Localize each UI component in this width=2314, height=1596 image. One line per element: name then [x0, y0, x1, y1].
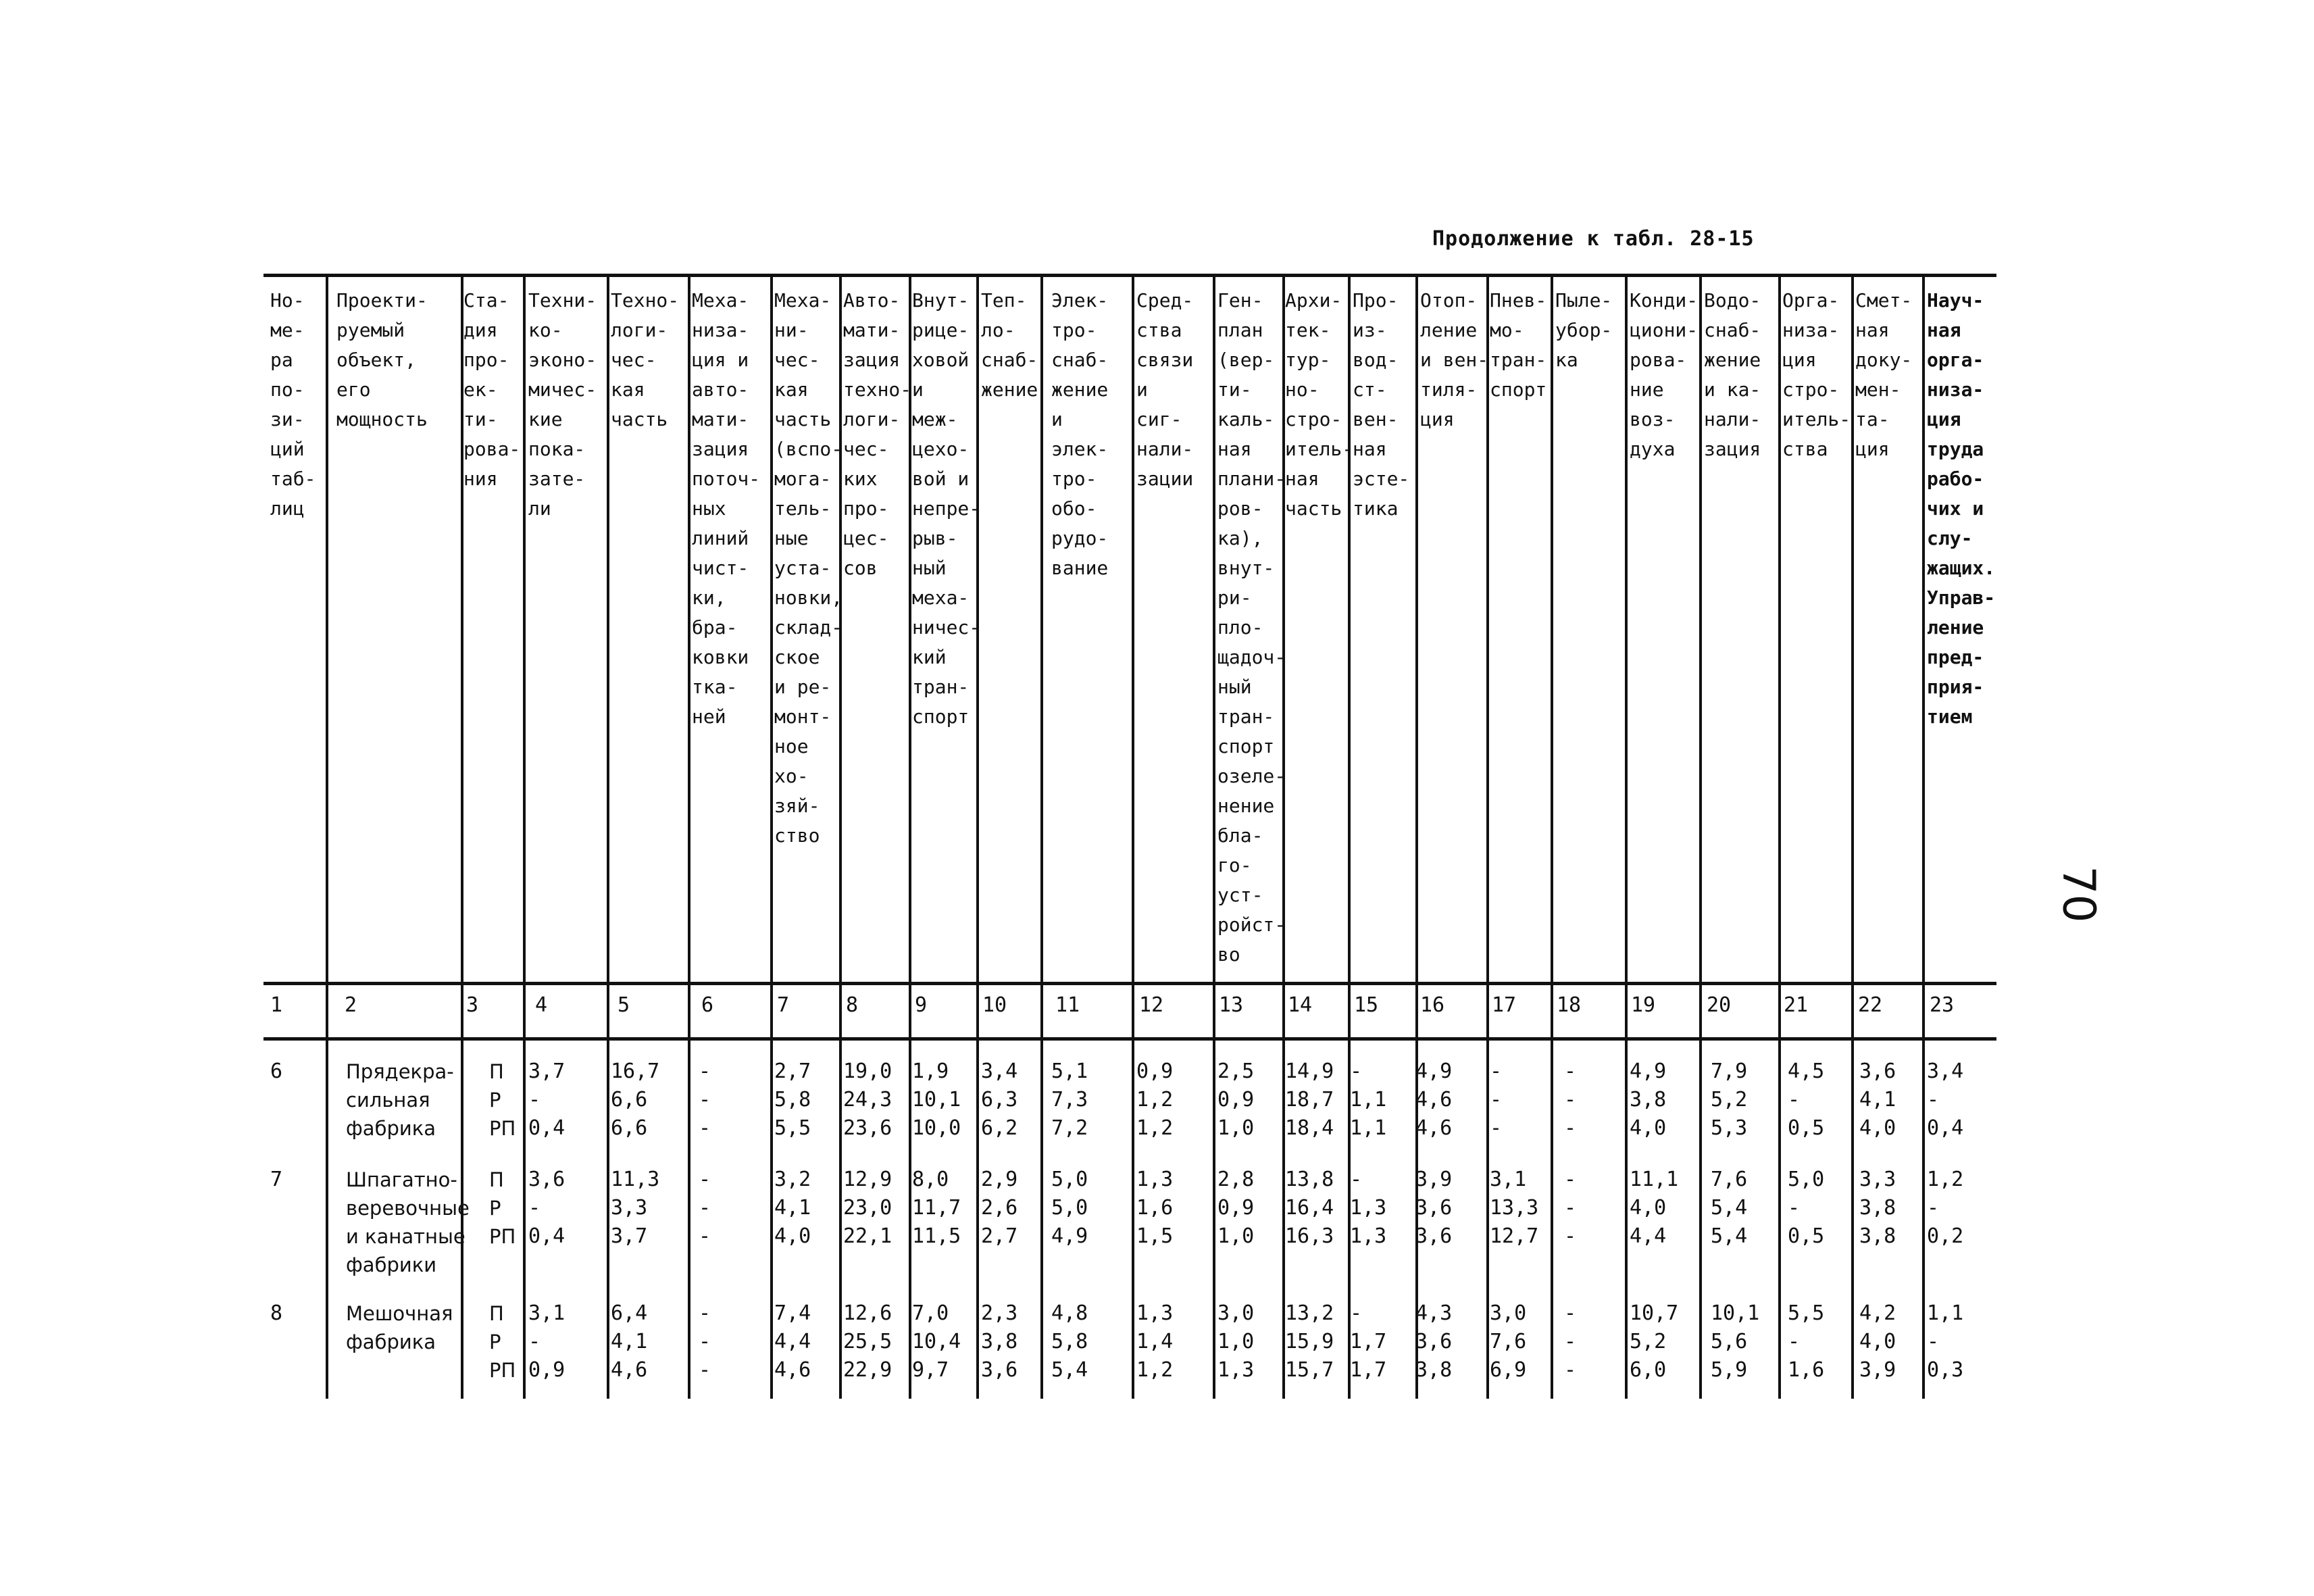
position-number: 6 [270, 1059, 283, 1083]
column-number: 14 [1288, 993, 1313, 1017]
column-number: 9 [915, 993, 928, 1017]
header-cell: Техно- логи- чес- кая часть [611, 289, 680, 430]
header-cell: Пнев- мо- тран- спорт [1490, 289, 1547, 401]
table-cell: 13,8 16,4 16,3 [1285, 1168, 1334, 1248]
table-cell: 4,5 - 0,5 [1788, 1059, 1825, 1140]
table-cell: - 1,7 1,7 [1350, 1301, 1387, 1382]
table-cell: 5,0 5,0 4,9 [1051, 1168, 1088, 1248]
column-number: 23 [1930, 993, 1955, 1017]
column-number: 4 [535, 993, 548, 1017]
table-caption: Продолжение к табл. 28-15 [1432, 227, 1755, 251]
table-cell: - - - [699, 1059, 711, 1140]
column-number: 3 [466, 993, 479, 1017]
column-number: 15 [1354, 993, 1379, 1017]
table-cell: 3,6 4,1 4,0 [1859, 1059, 1896, 1140]
table-cell: - - - [1490, 1059, 1503, 1140]
column-number: 6 [701, 993, 714, 1017]
header-cell: Теп- ло- снаб- жение [981, 289, 1038, 401]
header-cell: Внут- рице- ховой и меж- цехо- вой и непре- рыв- ный меха- ничес- кий тран- спорт [912, 289, 981, 728]
table-cell: 3,2 4,1 4,0 [774, 1168, 811, 1248]
table-cell: 3,0 7,6 6,9 [1490, 1301, 1527, 1382]
column-divider [770, 274, 773, 1399]
column-number: 12 [1139, 993, 1164, 1017]
header-cell: Элек- тро- снаб- жение и элек- тро- обо- рудо- вание [1051, 289, 1109, 579]
table-cell: 1,3 1,6 1,5 [1136, 1168, 1174, 1248]
table-cell: 2,9 2,6 2,7 [981, 1168, 1018, 1248]
table-cell: 11,1 4,0 4,4 [1630, 1168, 1679, 1248]
table-cell: 4,9 3,8 4,0 [1630, 1059, 1667, 1140]
table-cell: - - - [699, 1168, 711, 1248]
table-cell: 2,7 5,8 5,5 [774, 1059, 811, 1140]
table-cell: - 1,3 1,3 [1350, 1168, 1387, 1248]
table-cell: 0,9 1,2 1,2 [1136, 1059, 1174, 1140]
object-name: Прядекра- сильная фабрика [346, 1060, 454, 1140]
table-cell: - - - [1564, 1168, 1577, 1248]
header-cell: Про- из- вод- ст- вен- ная эсте- тика [1353, 289, 1410, 520]
table-cell: 3,1 - 0,9 [528, 1301, 565, 1382]
column-number: 21 [1784, 993, 1809, 1017]
column-number: 20 [1707, 993, 1732, 1017]
object-name: Мешочная фабрика [346, 1302, 453, 1353]
header-cell: Авто- мати- зация техно- логи- чес- ких про- цес- сов [843, 289, 912, 579]
header-cell: Сред- ства связи и сиг- нали- зации [1136, 289, 1194, 490]
table-cell: 4,9 4,6 4,6 [1415, 1059, 1453, 1140]
table-cell: 3,6 - 0,4 [528, 1168, 565, 1248]
column-divider [1040, 274, 1043, 1399]
table-cell: 1,9 10,1 10,0 [912, 1059, 961, 1140]
column-number: 8 [846, 993, 859, 1017]
table-cell: 16,7 6,6 6,6 [611, 1059, 660, 1140]
position-number: 8 [270, 1301, 283, 1325]
table-cell: 5,0 - 0,5 [1788, 1168, 1825, 1248]
column-divider [326, 274, 328, 1399]
table-cell: 2,8 0,9 1,0 [1217, 1168, 1255, 1248]
header-cell: Пыле- убор- ка [1555, 289, 1613, 371]
data-table [263, 274, 1996, 1399]
column-number: 11 [1055, 993, 1080, 1017]
column-number: 22 [1858, 993, 1883, 1017]
column-number: 5 [618, 993, 630, 1017]
column-divider [1778, 274, 1781, 1399]
column-divider [523, 274, 526, 1399]
table-cell: 3,0 1,0 1,3 [1217, 1301, 1255, 1382]
column-divider [1699, 274, 1702, 1399]
header-cell: Смет- ная доку- мен- та- ция [1855, 289, 1913, 460]
object-name: Шпагатно- веревочные и канатные фабрики [346, 1168, 470, 1276]
table-cell: 3,3 3,8 3,8 [1859, 1168, 1896, 1248]
header-cell: Орга- низа- ция стро- итель- ства [1782, 289, 1851, 460]
column-divider [1551, 274, 1553, 1399]
table-cell: 6,4 4,1 4,6 [611, 1301, 648, 1382]
header-cell: Меха- ни- чес- кая часть (вспо- мога- тель- ные уста- новки, склад- ское и ре- монт- ное хо- зяй- ство [774, 289, 843, 847]
column-number: 10 [982, 993, 1007, 1017]
table-cell: 7,6 5,4 5,4 [1711, 1168, 1748, 1248]
table-cell: 10,7 5,2 6,0 [1630, 1301, 1679, 1382]
column-divider [1922, 274, 1925, 1399]
table-cell: 7,0 10,4 9,7 [912, 1301, 961, 1382]
table-cell: 12,9 23,0 22,1 [843, 1168, 892, 1248]
table-cell: - - - [1564, 1059, 1577, 1140]
table-cell: - 1,1 1,1 [1350, 1059, 1387, 1140]
table-cell: 3,4 - 0,4 [1927, 1059, 1964, 1140]
page-number: 70 [2053, 866, 2105, 923]
table-cell: 3,1 13,3 12,7 [1490, 1168, 1539, 1248]
column-number: 2 [345, 993, 357, 1017]
column-divider [688, 274, 690, 1399]
table-cell: 1,2 - 0,2 [1927, 1168, 1964, 1248]
header-cell: Меха- низа- ция и авто- мати- зация поточ- ных линий чист- ки, бра- ковки тка- ней [692, 289, 761, 728]
column-divider [1213, 274, 1215, 1399]
table-cell: 10,1 5,6 5,9 [1711, 1301, 1760, 1382]
column-divider [1851, 274, 1854, 1399]
table-cell: 1,3 1,4 1,2 [1136, 1301, 1174, 1382]
table-cell: 3,9 3,6 3,6 [1415, 1168, 1453, 1248]
header-cell: Ген- план (вер- ти- каль- ная плани- ров- ка), внут- ри- пло- щадоч- ный тран- спорт озеле- нение бла- го- уст- ройст- во [1217, 289, 1286, 966]
column-divider [1132, 274, 1134, 1399]
table-cell: 13,2 15,9 15,7 [1285, 1301, 1334, 1382]
table-cell: 4,3 3,6 3,8 [1415, 1301, 1453, 1382]
design-stage: П Р РП [489, 1060, 516, 1140]
table-cell: 1,1 - 0,3 [1927, 1301, 1964, 1382]
design-stage: П Р РП [489, 1168, 516, 1248]
header-cell: Водо- снаб- жение и ка- нали- зация [1704, 289, 1761, 460]
table-cell: 7,9 5,2 5,3 [1711, 1059, 1748, 1140]
table-cell: 14,9 18,7 18,4 [1285, 1059, 1334, 1140]
table-cell: - - - [699, 1301, 711, 1382]
header-cell: Науч- ная орга- низа- ция труда рабо- чих и слу- жащих. Управ- ление пред- прия- тием [1927, 289, 1996, 728]
header-cell: Архи- тек- тур- но- стро- итель- ная часть [1285, 289, 1354, 520]
table-cell: 3,4 6,3 6,2 [981, 1059, 1018, 1140]
table-cell: 8,0 11,7 11,5 [912, 1168, 961, 1248]
header-cell: Ста- дия про- ек- ти- рова- ния [463, 289, 521, 490]
table-cell: 3,7 - 0,4 [528, 1059, 565, 1140]
table-cell: 2,3 3,8 3,6 [981, 1301, 1018, 1382]
column-divider [1486, 274, 1489, 1399]
column-number: 16 [1420, 993, 1445, 1017]
column-divider [1625, 274, 1628, 1399]
table-cell: 4,8 5,8 5,4 [1051, 1301, 1088, 1382]
table-cell: 2,5 0,9 1,0 [1217, 1059, 1255, 1140]
column-number: 18 [1557, 993, 1582, 1017]
header-cell: Конди- циони- рова- ние воз- духа [1630, 289, 1699, 460]
table-cell: 7,4 4,4 4,6 [774, 1301, 811, 1382]
table-cell: - - - [1564, 1301, 1577, 1382]
column-divider [607, 274, 609, 1399]
table-cell: 11,3 3,3 3,7 [611, 1168, 660, 1248]
header-cell: Проекти- руемый объект, его мощность [336, 289, 428, 430]
table-cell: 12,6 25,5 22,9 [843, 1301, 892, 1382]
table-cell: 4,2 4,0 3,9 [1859, 1301, 1896, 1382]
header-cell: Отоп- ление и вен- тиля- ция [1420, 289, 1489, 430]
column-number: 1 [270, 993, 283, 1017]
column-number: 7 [777, 993, 790, 1017]
column-number: 13 [1219, 993, 1244, 1017]
position-number: 7 [270, 1168, 283, 1191]
design-stage: П Р РП [489, 1302, 516, 1382]
column-number: 17 [1492, 993, 1517, 1017]
column-number: 19 [1631, 993, 1656, 1017]
table-cell: 19,0 24,3 23,6 [843, 1059, 892, 1140]
header-cell: Но- ме- ра по- зи- ций таб- лиц [270, 289, 316, 520]
table-cell: 5,5 - 1,6 [1788, 1301, 1825, 1382]
table-cell: 5,1 7,3 7,2 [1051, 1059, 1088, 1140]
header-cell: Техни- ко- эконо- мичес- кие пока- зате- ли [528, 289, 597, 520]
